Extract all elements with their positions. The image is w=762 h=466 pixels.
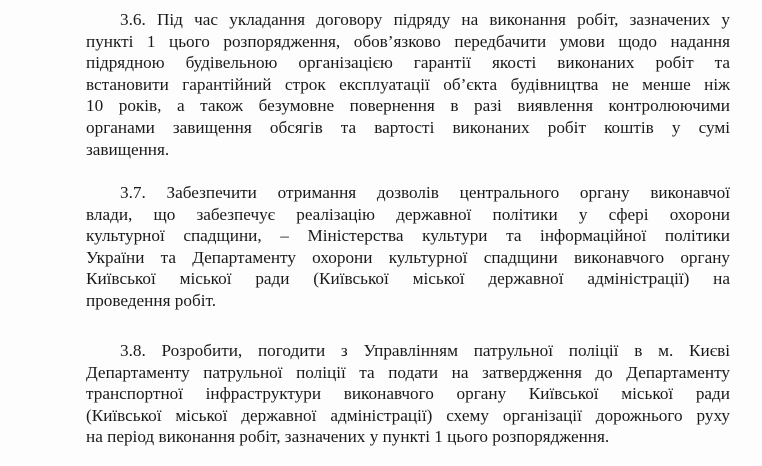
text-line: на період виконання робіт, зазначених у пункті 1 цього розпорядження.	[86, 427, 610, 447]
text-line: культурної спадщини, – Міністерства культури та інформаційної політики	[86, 226, 730, 246]
text-line: органами завищення обсягів та вартості виконаних робіт коштів у сумі	[86, 117, 730, 137]
text-line: України та Департаменту охорони культурної спадщини виконавчого органу	[86, 247, 730, 267]
text-line: влади, що забезпечує реалізацію державної політики у сфері охорони	[86, 204, 730, 224]
text-line: завищення.	[86, 139, 170, 159]
paragraph-3-8	[86, 340, 730, 448]
text-line: 10 років, а також безумовне повернення в разі виявлення контролюючими	[86, 96, 730, 116]
paragraph-3-7	[86, 182, 730, 312]
paragraph-3-6	[86, 9, 730, 160]
text-line: 3.7. Забезпечити отримання дозволів центрального органу виконавчої	[120, 183, 730, 202]
text-line: встановити гарантійний строк експлуатації об’єкта будівництва не менше ніж	[86, 74, 730, 94]
text-line: пункті 1 цього розпорядження, обов’язково передбачити умови щодо надання	[86, 31, 730, 51]
text-line: Київської міської ради (Київської міської державної адміністрації) на	[86, 269, 730, 289]
text-line: 3.8. Розробити, погодити з Управлінням патрульної поліції в м. Києві	[120, 341, 730, 360]
text-line: Департаменту патрульної поліції та подати на затвердження до Департаменту	[86, 362, 730, 382]
text-line: 3.6. Під час укладання договору підряду на виконання робіт, зазначених у	[120, 10, 730, 29]
text-line: проведення робіт.	[86, 290, 216, 310]
text-line: транспортної інфраструктури виконавчого органу Київської міської ради	[86, 384, 730, 404]
text-line: (Київської міської державної адміністрації) схему організації дорожнього руху	[86, 405, 730, 425]
text-line: підрядною будівельною організацією гарантії якості виконаних робіт та	[86, 53, 730, 73]
